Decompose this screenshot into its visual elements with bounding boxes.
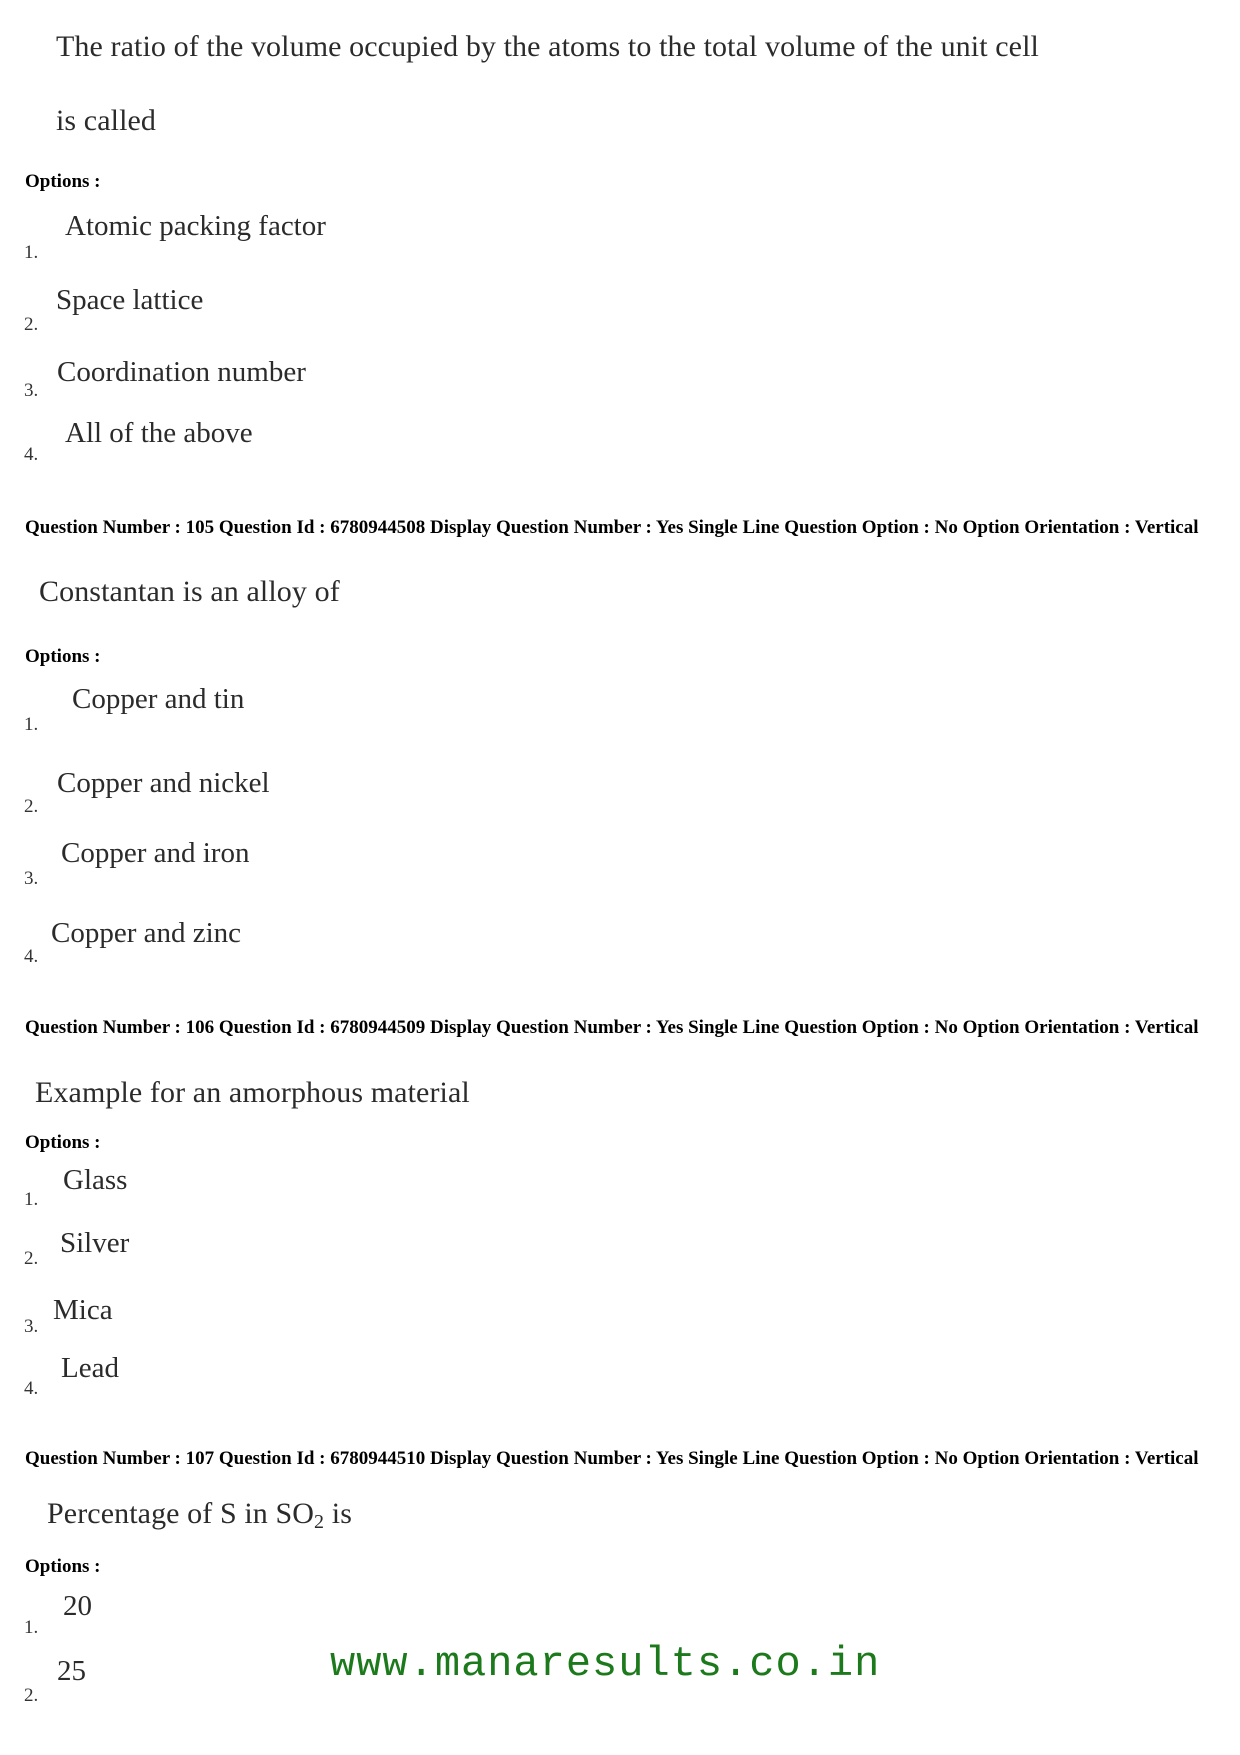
q107-options-label: Options : <box>25 1556 101 1577</box>
q106-option-3-number: 3. <box>24 1316 39 1337</box>
q106-option-2-text: Silver <box>60 1227 130 1259</box>
q107-text-subscript: 2 <box>314 1511 325 1533</box>
q104-option-1-text: Atomic packing factor <box>65 210 326 242</box>
q107-text-suffix: is <box>324 1497 352 1530</box>
q104-text-line2: is called <box>56 104 157 137</box>
q104-option-1-number: 1. <box>24 242 39 263</box>
q106-option-4-number: 4. <box>24 1378 39 1399</box>
q107-text-prefix: Percentage of S in SO <box>47 1497 315 1530</box>
q106-options-label: Options : <box>25 1132 101 1153</box>
q107-option-2-text: 25 <box>57 1655 86 1687</box>
q105-meta: Question Number : 105 Question Id : 6780944508 Display Question Number : Yes Single Line Question Option : No Option Orientation : Vertical <box>25 517 1199 538</box>
q107-option-2-number: 2. <box>24 1685 39 1706</box>
q104-options-label: Options : <box>25 171 101 192</box>
q104-option-4-text: All of the above <box>65 417 253 449</box>
q105-option-1-text: Copper and tin <box>72 683 245 715</box>
q105-option-2-text: Copper and nickel <box>57 767 270 799</box>
q105-text: Constantan is an alloy of <box>39 575 340 608</box>
q105-option-4-number: 4. <box>24 946 39 967</box>
q107-option-1-number: 1. <box>24 1617 39 1638</box>
q105-options-label: Options : <box>25 646 101 667</box>
q106-option-1-text: Glass <box>63 1164 128 1196</box>
q104-text-line1: The ratio of the volume occupied by the atoms to the total volume of the unit cell <box>56 30 1039 63</box>
q104-option-3-text: Coordination number <box>57 356 306 388</box>
q106-text: Example for an amorphous material <box>35 1076 470 1109</box>
q105-option-3-text: Copper and iron <box>61 837 250 869</box>
q105-option-3-number: 3. <box>24 868 39 889</box>
q106-option-3-text: Mica <box>53 1294 113 1326</box>
q107-option-1-text: 20 <box>63 1590 92 1622</box>
q104-option-3-number: 3. <box>24 380 39 401</box>
q105-option-4-text: Copper and zinc <box>51 917 242 949</box>
q107-text <box>47 1497 352 1534</box>
q106-option-4-text: Lead <box>61 1352 119 1384</box>
q106-option-2-number: 2. <box>24 1248 39 1269</box>
q104-option-2-text: Space lattice <box>56 284 204 316</box>
q107-meta: Question Number : 107 Question Id : 6780944510 Display Question Number : Yes Single Line Question Option : No Option Orientation : Vertical <box>25 1448 1199 1469</box>
q104-option-4-number: 4. <box>24 444 39 465</box>
q105-option-2-number: 2. <box>24 796 39 817</box>
watermark-url: www.manaresults.co.in <box>330 1640 881 1688</box>
q106-meta: Question Number : 106 Question Id : 6780944509 Display Question Number : Yes Single Line Question Option : No Option Orientation : Vertical <box>25 1017 1199 1038</box>
q106-option-1-number: 1. <box>24 1189 39 1210</box>
q105-option-1-number: 1. <box>24 714 39 735</box>
q104-option-2-number: 2. <box>24 314 39 335</box>
